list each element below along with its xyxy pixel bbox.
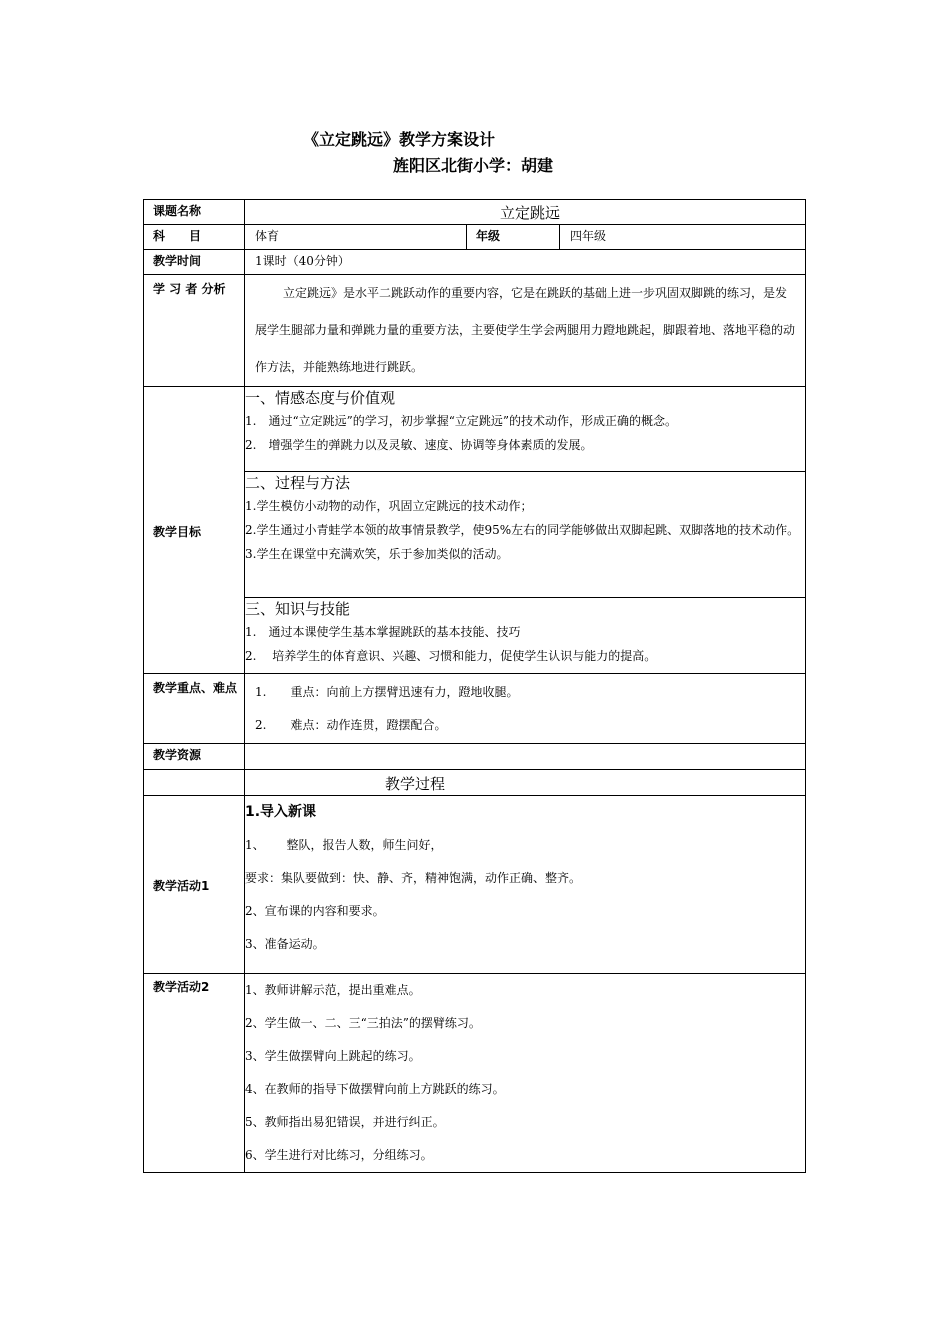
activity-2-item: 3、学生做摆臂向上跳起的练习。 — [245, 1049, 421, 1063]
goal-section-emotion — [245, 387, 806, 472]
key-point-item: 2. 难点：动作连贯，蹬摆配合。 — [255, 718, 447, 732]
row-resources — [144, 744, 806, 770]
activity-2-item: 6、学生进行对比练习，分组练习。 — [245, 1148, 433, 1162]
activity-2-item: 5、教师指出易犯错误，并进行纠正。 — [245, 1115, 445, 1129]
activity-1-item: 2、宣布课的内容和要求。 — [245, 904, 385, 918]
course-value: 立定跳远 — [245, 200, 806, 225]
activity-2-label: 教学活动2 — [144, 974, 245, 1173]
document-author: 旌阳区北街小学：胡建 — [393, 156, 554, 175]
activity-1-item: 1、 整队，报告人数，师生问好， — [245, 838, 443, 852]
process-header-empty — [144, 770, 245, 796]
goal-section-knowledge — [245, 598, 806, 674]
key-points-cell — [245, 674, 806, 744]
time-label: 教学时间 — [144, 250, 245, 275]
process-heading: 教学过程 — [245, 770, 806, 796]
activity-2-item: 4、在教师的指导下做摆臂向前上方跳跃的练习。 — [245, 1082, 505, 1096]
activity-1-title: 1.导入新课 — [245, 804, 317, 820]
learner-label: 学 习 者 分析 — [144, 275, 245, 387]
key-point-item: 1. 重点：向前上方摆臂迅速有力，蹬地收腿。 — [255, 685, 519, 699]
resources-label: 教学资源 — [144, 744, 245, 770]
grade-label: 年级 — [467, 225, 560, 250]
row-course — [144, 200, 806, 225]
goal-item: 2. 培养学生的体育意识、兴趣、习惯和能力，促使学生认识与能力的提高。 — [245, 649, 657, 663]
row-learner — [144, 275, 806, 387]
goal-item: 2. 增强学生的弹跳力以及灵敏、速度、协调等身体素质的发展。 — [245, 438, 593, 452]
goal-item: 2.学生通过小青蛙学本领的故事情景教学，使95%左右的同学能够做出双脚起跳、双脚落地的技术动作。 — [245, 523, 800, 537]
learner-analysis-text: 立定跳远》是水平二跳跃动作的重要内容，它是在跳跃的基础上进一步巩固双脚跳的练习，是发展学生腿部力量和弹跳力量的重要方法，主要使学生学会两腿用力蹬地跳起，脚跟着地、落地平稳的动作方法，并能熟练地进行跳跃。 — [245, 275, 806, 387]
lesson-plan-table — [143, 199, 806, 1173]
activity-1-item: 3、准备运动。 — [245, 937, 325, 951]
activity-1-cell — [245, 796, 806, 974]
activity-2-item: 2、学生做一、二、三“三拍法”的摆臂练习。 — [245, 1016, 481, 1030]
row-activity-1 — [144, 796, 806, 974]
goal-section-heading: 二、过程与方法 — [245, 474, 351, 492]
goal-item: 1.学生模仿小动物的动作，巩固立定跳远的技术动作； — [245, 499, 533, 513]
row-key-points — [144, 674, 806, 744]
resources-value — [245, 744, 806, 770]
goal-label: 教学目标 — [144, 387, 245, 674]
goal-item: 1. 通过本课使学生基本掌握跳跃的基本技能、技巧 — [245, 625, 521, 639]
row-time — [144, 250, 806, 275]
goal-item: 3.学生在课堂中充满欢笑，乐于参加类似的活动。 — [245, 547, 509, 561]
row-subject — [144, 225, 806, 250]
row-goal-1 — [144, 387, 806, 472]
activity-2-item: 1、教师讲解示范，提出重难点。 — [245, 983, 421, 997]
goal-section-heading: 三、知识与技能 — [245, 600, 351, 618]
activity-1-label: 教学活动1 — [144, 796, 245, 974]
course-label: 课题名称 — [144, 200, 245, 225]
key-points-label: 教学重点、难点 — [144, 674, 245, 744]
goal-item: 1. 通过“立定跳远”的学习，初步掌握“立定跳远”的技术动作，形成正确的概念。 — [245, 414, 677, 428]
grade-value: 四年级 — [560, 225, 806, 250]
subject-value: 体育 — [245, 225, 467, 250]
row-process-header — [144, 770, 806, 796]
goal-section-process — [245, 472, 806, 598]
document-title: 《立定跳远》教学方案设计 — [303, 130, 496, 149]
activity-2-cell — [245, 974, 806, 1173]
goal-section-heading: 一、情感态度与价值观 — [245, 389, 396, 407]
row-activity-2 — [144, 974, 806, 1173]
subject-label: 科 目 — [144, 225, 245, 250]
activity-1-item: 要求：集队要做到：快、静、齐，精神饱满，动作正确、整齐。 — [245, 871, 582, 885]
time-value: 1课时（40分钟） — [245, 250, 806, 275]
